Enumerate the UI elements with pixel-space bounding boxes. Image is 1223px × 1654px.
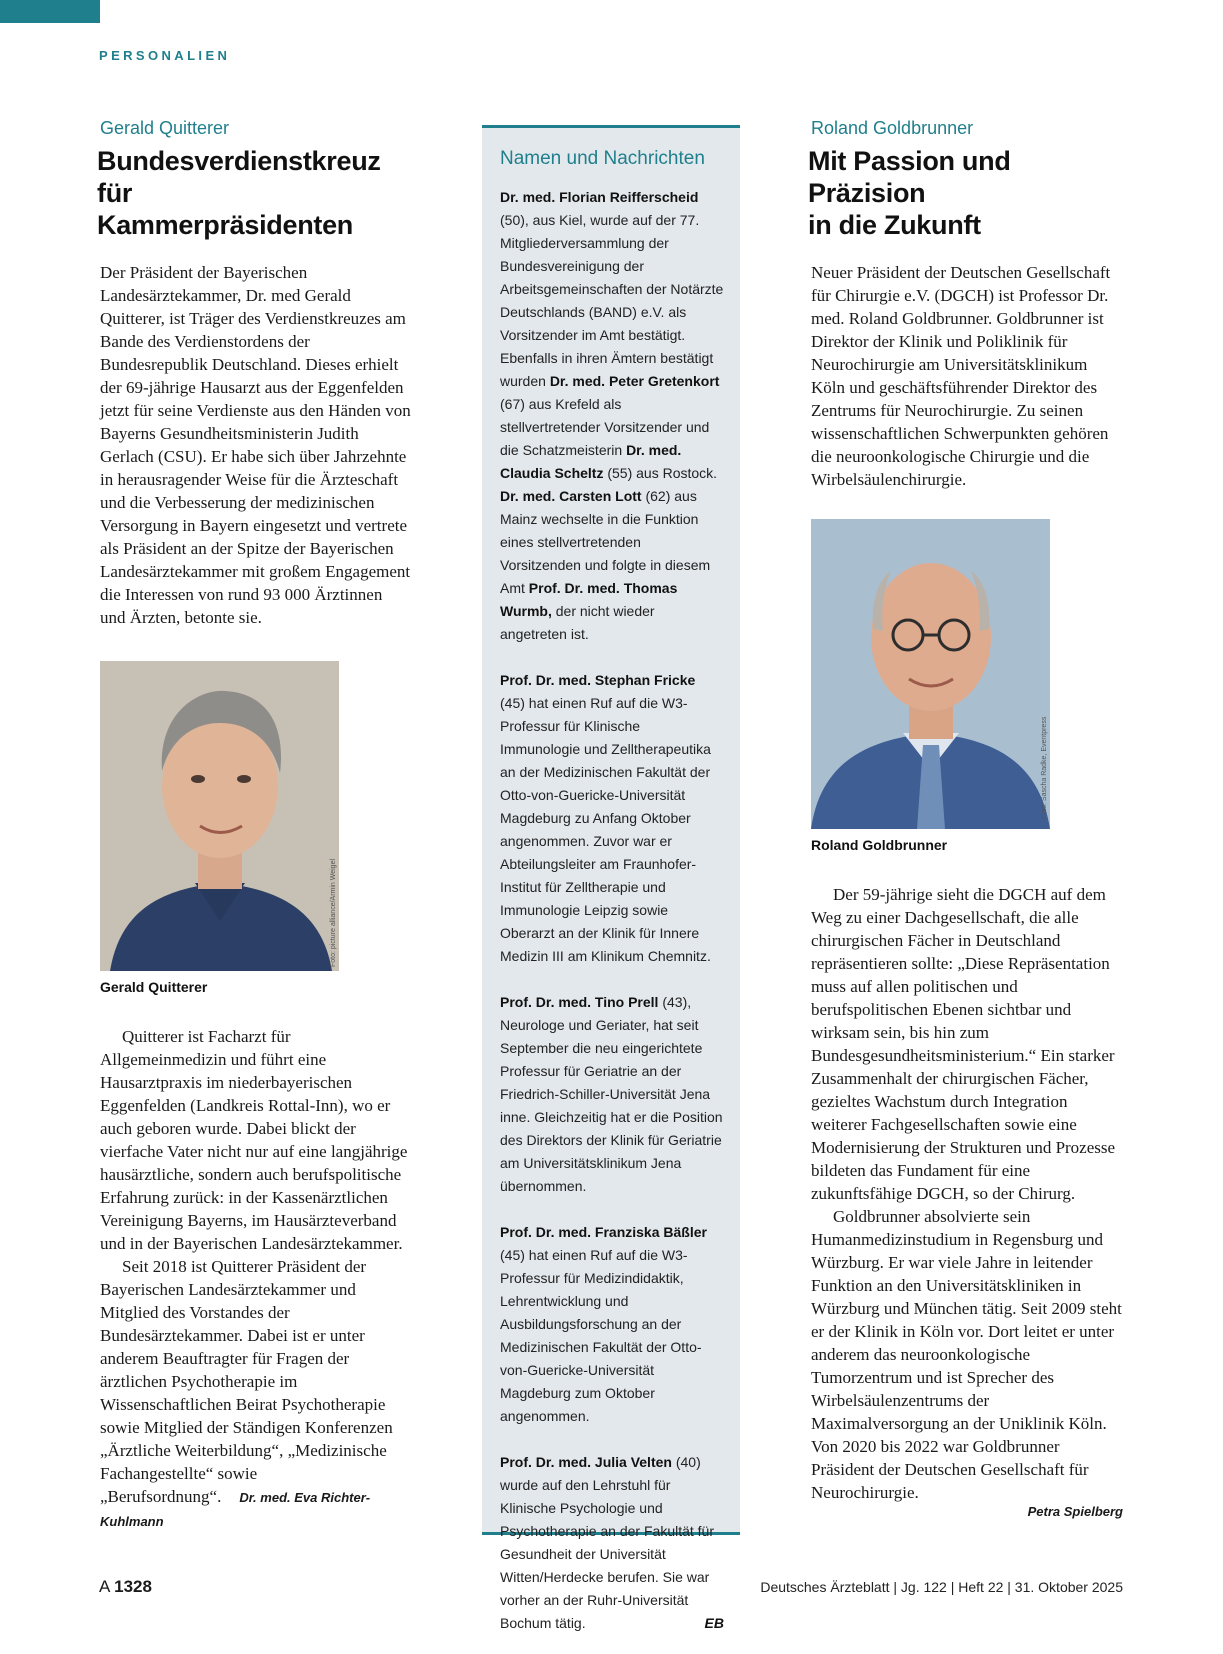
person-name: Dr. med. Peter Gretenkort [549, 373, 720, 389]
publication-info: Deutsches Ärzteblatt | Jg. 122 | Heft 22 | 31. Oktober 2025 [760, 1579, 1123, 1595]
person-name: Dr. med. Florian Reifferscheid [500, 189, 699, 205]
author-byline: Petra Spielberg [1027, 1504, 1123, 1519]
photo-caption: Roland Goldbrunner [811, 837, 948, 853]
entry-text: (55) aus Rostock. [603, 465, 718, 481]
page-number [99, 1577, 152, 1597]
sidebar-entry [500, 669, 724, 968]
right-article-headline [808, 145, 1123, 241]
section-label: PERSONALIEN [99, 48, 231, 63]
right-article-paragraph: Der 59-jährige sieht die DGCH auf dem Weg zu einer Dachgesellschaft, die alle chirurgischen Fächer in Deutschland repräsentieren sollte: „Diese Repräsentation muss auf allen politischen und berufspolitischen Ebenen sichtbar und wirksam sein, bis hin zum Bundesgesundheitsministerium.“ Ein starker Zusammenhalt der chirurgischen Fächer, gezieltes Wachstum durch Integration weiterer Fachgesellschaften sowie eine Modernisierung der Strukturen und Prozesse bildeten das Fundament für eine zukunftsfähige DGCH, so der Chirurg. [811, 885, 1116, 1203]
entry-text: der nicht wieder angetreten ist. [500, 603, 655, 642]
entry-text: (43), Neurologe und Geriater, hat seit September die neu eingerichtete Professur für Geriatrie an der Friedrich-Schiller-Universität Jena inne. Gleichzeitig hat er die Position des Direktors der Klinik für Geriatrie am Universitätsklinikum Jena übernommen. [500, 994, 723, 1194]
entry-text: (62) aus Mainz wechselte in die Funktion eines stellvertretenden Vorsitzenden und folgte in diesem Amt [500, 488, 711, 596]
sidebar-entry [500, 991, 724, 1198]
right-headline-line1: Mit Passion und Präzision [808, 146, 1011, 208]
entry-text: (67) aus Krefeld als stellvertretender Vorsitzender und die Schatzmeisterin [500, 396, 710, 458]
page-prefix: A [99, 1577, 110, 1596]
sidebar-entry [500, 186, 724, 646]
left-headline-line2: Kammerpräsidenten [97, 210, 353, 240]
portrait-illustration [100, 661, 339, 971]
person-name: Prof. Dr. med. Tino Prell [500, 994, 659, 1010]
portrait-illustration [811, 519, 1050, 829]
person-name: Prof. Dr. med. Thomas Wurmb, [500, 580, 678, 619]
person-name: Prof. Dr. med. Franziska Bäßler [500, 1224, 707, 1240]
header-accent-bar [0, 0, 100, 23]
entry-text: (50), aus Kiel, wurde auf der 77. Mitgliederversammlung der Bundesvereinigung der Arbeitsgemeinschaften der Notärzte Deutschlands (BAND) e.V. als Vorsitzender im Amt bestätigt. Ebenfalls in ihren Ämtern bestätigt wurden [500, 212, 724, 389]
left-article-kicker: Gerald Quitterer [100, 118, 230, 138]
entry-text: (45) hat einen Ruf auf die W3-Professur für Medizindidaktik, Lehrentwicklung und Ausbildungsforschung an der Medizinischen Fakultät der Otto-von-Guericke-Universität Magdeburg zum Oktober angenommen. [500, 1247, 702, 1424]
entry-text: (40) wurde auf den Lehrstuhl für Klinische Psychologie und Psychotherapie an der Fakultät für Gesundheit der Universität Witten/Herdecke berufen. Sie war vorher an der Ruhr-Universität Bochum tätig. [500, 1454, 715, 1631]
editor-tag: EB [704, 1615, 724, 1631]
left-article-paragraph [97, 1255, 412, 1533]
photo-credit: Foto: picture alliance/Armin Weigel [330, 858, 337, 967]
photo-caption: Gerald Quitterer [100, 979, 208, 995]
author-byline: Dr. med. Eva Richter-Kuhlmann [100, 1490, 371, 1529]
page-number-value: 1328 [114, 1577, 152, 1596]
portrait-photo-quitterer [100, 661, 339, 971]
person-name: Prof. Dr. med. Stephan Fricke [500, 672, 696, 688]
photo-credit: Foto: Sascha Radke, Eventpress [1041, 716, 1048, 819]
portrait-photo-goldbrunner [811, 519, 1050, 829]
right-headline-line2: in die Zukunft [808, 210, 981, 240]
entry-text: (45) hat einen Ruf auf die W3-Professur für Klinische Immunologie und Zelltherapeutika an der Medizinischen Fakultät der Otto-von-Guericke-Universität Magdeburg zu Anfang Oktober angenommen. Zuvor war er Abteilungsleiter am Fraunhofer-Institut für Zelltherapie und Immunologie Leipzig sowie Oberarzt an der Klinik für Innere Medizin III am Klinikum Chemnitz. [500, 695, 711, 964]
person-name: Dr. med. Claudia Scheltz [500, 442, 682, 481]
person-name: Dr. med. Carsten Lott [500, 488, 642, 504]
right-article-kicker: Roland Goldbrunner [811, 118, 974, 138]
right-article-paragraph: Goldbrunner absolvierte sein Humanmedizinstudium in Regensburg und Würzburg. Er war viele Jahre in leitender Funktion an den Universitätskliniken in Würzburg und München tätig. Seit 2009 steht er der Klinik in Köln vor. Dort leitet er unter anderem das neuroonkologische Tumorzentrum und ist Sprecher des Wirbelsäulenzentrums der Maximalversorgung an der Uniklinik Köln. Von 2020 bis 2022 war Goldbrunner Präsident der Deutschen Gesellschaft für Neurochirurgie. [811, 1207, 1122, 1502]
left-article [97, 118, 412, 1533]
left-article-paragraph: Der Präsident der Bayerischen Landesärztekammer, Dr. med Gerald Quitterer, ist Träger des Verdienstkreuzes am Bande des Verdienstordens der Bundesrepublik Deutschland. Dieses erhielt der 69-jährige Hausarzt aus der Eggenfelden jetzt für seine Verdienste aus den Händen von Bayerns Gesundheitsministerin Judith Gerlach (CSU). Er habe sich über Jahrzehnte in herausragender Weise für die Ärzteschaft und die Verbesserung der medizinischen Versorgung in Bayern eingesetzt und vertrete als Präsident an der Spitze der Bayerischen Landesärztekammer mit großem Engagement die Interessen von rund 93 000 Ärztinnen und Ärzten, betonte sie. [100, 263, 411, 627]
left-article-paragraph-text: Seit 2018 ist Quitterer Präsident der Bayerischen Landesärztekammer und Mitglied des Vorstandes der Bundesärztekammer. Dabei ist er unter anderem Beauftragter für Fragen der ärztlichen Psychotherapie im Wissenschaftlichen Beirat Psychotherapie sowie Mitglied der Ständigen Konferenzen „Ärztliche Weiterbildung“, „Medizinische Fachangestellte“ sowie „Berufsordnung“. [100, 1257, 393, 1506]
sidebar-title: Namen und Nachrichten [500, 148, 705, 169]
left-headline-line1: Bundesverdienstkreuz für [97, 146, 381, 208]
news-sidebar [482, 125, 740, 1631]
left-article-paragraph: Quitterer ist Facharzt für Allgemeinmedizin und führt eine Hausarztpraxis im niederbayerischen Eggenfelden (Landkreis Rottal-Inn), wo er auch geboren wurde. Dabei blickt der vierfache Vater nicht nur auf eine langjährige hausärztliche, sondern auch berufspolitische Erfahrung zurück: in der Kassenärztlichen Vereinigung Bayerns, im Hausärzteverband und in der Bayerischen Landesärztekammer. [100, 1027, 408, 1253]
person-name: Prof. Dr. med. Julia Velten [500, 1454, 672, 1470]
sidebar-entry [500, 1221, 724, 1428]
left-article-headline [97, 145, 412, 241]
sidebar-entry [500, 1451, 724, 1635]
right-article-paragraph: Neuer Präsident der Deutschen Gesellschaft für Chirurgie e.V. (DGCH) ist Professor Dr. med. Roland Goldbrunner. Goldbrunner ist Direktor der Klinik und Poliklinik für Neurochirurgie am Universitätsklinikum Köln und geschäftsführender Direktor des Zentrums für Neurochirurgie. Zu seinen wissenschaftlichen Schwerpunkten gehören die neuroonkologische Chirurgie und die Wirbelsäulenchirurgie. [811, 263, 1111, 489]
right-article [808, 118, 1123, 1519]
